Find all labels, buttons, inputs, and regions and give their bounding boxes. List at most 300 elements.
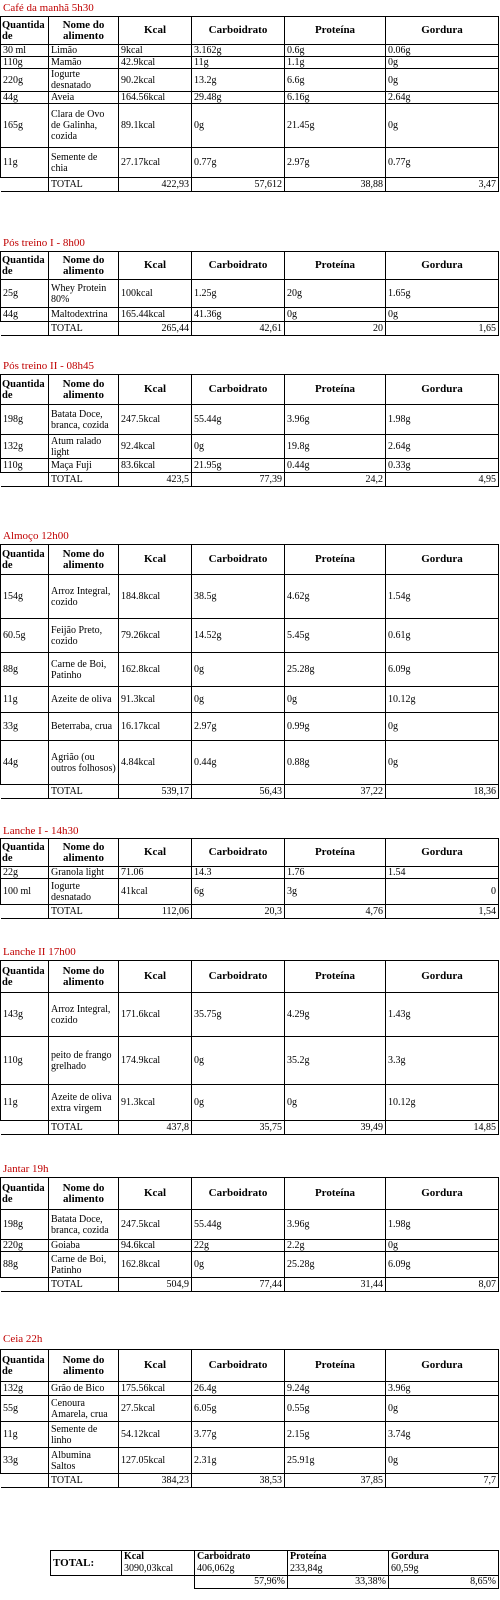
table-row: [1, 435, 499, 459]
total-carb: 42,61: [192, 322, 285, 336]
total-fat: 8,07: [386, 1278, 499, 1292]
table-row: [1, 148, 499, 178]
total-fat: 7,7: [386, 1474, 499, 1488]
food-qty: 60.5g: [1, 619, 49, 653]
food-name: Carne de Boi, Patinho: [49, 1252, 119, 1278]
food-prot: 9.24g: [285, 1382, 386, 1396]
food-qty: 220g: [1, 1240, 49, 1252]
header-row: [1, 252, 499, 280]
food-fat: 3.3g: [386, 1037, 499, 1085]
food-fat: 0g: [386, 1240, 499, 1252]
food-kcal: 164.56kcal: [119, 92, 192, 104]
food-qty: 110g: [1, 57, 49, 69]
food-prot: 20g: [285, 280, 386, 308]
food-fat: 0g: [386, 69, 499, 92]
table-row: [1, 1382, 499, 1396]
table-row: [1, 879, 499, 905]
daily-total-summary: [50, 1550, 499, 1589]
table-row: [1, 459, 499, 473]
meal-table: [0, 1349, 499, 1488]
food-carb: 0.44g: [192, 741, 285, 785]
total-prot: 24,2: [285, 473, 386, 487]
food-carb: 14.52g: [192, 619, 285, 653]
meal-title: Lanche II 17h00: [3, 946, 76, 958]
total-spacer: [1, 1278, 49, 1292]
name-header: Nome do alimento: [49, 839, 119, 867]
prot-header: Proteína: [285, 961, 386, 993]
food-name: Cenoura Amarela, crua: [49, 1396, 119, 1422]
food-qty: 11g: [1, 1085, 49, 1121]
food-prot: 2.97g: [285, 148, 386, 178]
food-prot: 19.8g: [285, 435, 386, 459]
meal-title: Café da manhã 5h30: [3, 2, 94, 14]
food-kcal: 4.84kcal: [119, 741, 192, 785]
total-spacer: [1, 178, 49, 192]
total-row: [1, 473, 499, 487]
food-fat: 10.12g: [386, 1085, 499, 1121]
total-spacer: [1, 905, 49, 919]
carb-header: Carboidrato: [192, 1350, 285, 1382]
total-row: [1, 905, 499, 919]
total-fat: 18,36: [386, 785, 499, 799]
total-row: [1, 785, 499, 799]
food-name: Agrião (ou outros folhosos): [49, 741, 119, 785]
summary-prot-value: 233,84g: [288, 1563, 389, 1576]
food-fat: 0g: [386, 1396, 499, 1422]
food-name: Semente de chia: [49, 148, 119, 178]
food-prot: 4.29g: [285, 993, 386, 1037]
food-kcal: 79.26kcal: [119, 619, 192, 653]
food-name: Maça Fuji: [49, 459, 119, 473]
food-fat: 1.65g: [386, 280, 499, 308]
fat-header: Gordura: [386, 961, 499, 993]
total-kcal: 384,23: [119, 1474, 192, 1488]
food-kcal: 175.56kcal: [119, 1382, 192, 1396]
food-prot: 0g: [285, 687, 386, 713]
name-header: Nome do alimento: [49, 1178, 119, 1210]
carb-header: Carboidrato: [192, 839, 285, 867]
total-kcal: 437,8: [119, 1121, 192, 1135]
food-qty: 100 ml: [1, 879, 49, 905]
total-spacer: [1, 322, 49, 336]
total-label: TOTAL: [49, 473, 119, 487]
food-fat: 0g: [386, 1448, 499, 1474]
summary-kcal-value: 3090,03kcal: [122, 1563, 195, 1576]
total-spacer: [1, 1474, 49, 1488]
table-row: [1, 69, 499, 92]
food-fat: 2.64g: [386, 92, 499, 104]
food-prot: 3.96g: [285, 405, 386, 435]
food-qty: 110g: [1, 1037, 49, 1085]
food-qty: 11g: [1, 148, 49, 178]
summary-prot-header: Proteína: [288, 1551, 389, 1564]
meal-title: Ceia 22h: [3, 1333, 43, 1345]
food-kcal: 91.3kcal: [119, 1085, 192, 1121]
summary-fat-value: 60,59g: [389, 1563, 499, 1576]
food-carb: 0.77g: [192, 148, 285, 178]
carb-header: Carboidrato: [192, 252, 285, 280]
food-name: Limão: [49, 45, 119, 57]
table-row: [1, 1396, 499, 1422]
meal-table: [0, 1177, 499, 1292]
food-carb: 29.48g: [192, 92, 285, 104]
food-carb: 0g: [192, 435, 285, 459]
food-name: Arroz Integral, cozido: [49, 575, 119, 619]
qty-header: Quantida de: [1, 545, 49, 575]
food-name: Clara de Ovo de Galinha, cozida: [49, 104, 119, 148]
food-kcal: 90.2kcal: [119, 69, 192, 92]
total-carb: 35,75: [192, 1121, 285, 1135]
food-prot: 1.76: [285, 867, 386, 879]
food-carb: 0g: [192, 687, 285, 713]
food-carb: 0g: [192, 104, 285, 148]
carb-header: Carboidrato: [192, 1178, 285, 1210]
qty-header: Quantida de: [1, 1350, 49, 1382]
food-fat: 0.61g: [386, 619, 499, 653]
table-row: [1, 653, 499, 687]
food-name: Beterraba, crua: [49, 713, 119, 741]
total-prot: 39,49: [285, 1121, 386, 1135]
food-qty: 198g: [1, 1210, 49, 1240]
food-qty: 25g: [1, 280, 49, 308]
meal-table: [0, 544, 499, 799]
total-row: [1, 322, 499, 336]
food-qty: 30 ml: [1, 45, 49, 57]
carb-header: Carboidrato: [192, 961, 285, 993]
food-fat: 3.96g: [386, 1382, 499, 1396]
food-name: Arroz Integral, cozido: [49, 993, 119, 1037]
total-row: [1, 1278, 499, 1292]
food-prot: 6.6g: [285, 69, 386, 92]
food-name: Granola light: [49, 867, 119, 879]
food-qty: 44g: [1, 308, 49, 322]
food-kcal: 171.6kcal: [119, 993, 192, 1037]
table-row: [1, 993, 499, 1037]
total-prot: 4,76: [285, 905, 386, 919]
food-kcal: 127.05kcal: [119, 1448, 192, 1474]
table-row: [1, 92, 499, 104]
food-fat: 1.54g: [386, 575, 499, 619]
table-row: [1, 1085, 499, 1121]
food-name: peito de frango grelhado: [49, 1037, 119, 1085]
total-fat: 4,95: [386, 473, 499, 487]
food-prot: 0.55g: [285, 1396, 386, 1422]
food-prot: 35.2g: [285, 1037, 386, 1085]
food-carb: 26.4g: [192, 1382, 285, 1396]
total-label: TOTAL: [49, 178, 119, 192]
food-qty: 33g: [1, 1448, 49, 1474]
food-name: Grão de Bico: [49, 1382, 119, 1396]
food-prot: 0g: [285, 308, 386, 322]
food-carb: 3.162g: [192, 45, 285, 57]
food-kcal: 92.4kcal: [119, 435, 192, 459]
summary-carb-value: 406,062g: [195, 1563, 288, 1576]
food-prot: 25.91g: [285, 1448, 386, 1474]
fat-header: Gordura: [386, 252, 499, 280]
total-kcal: 422,93: [119, 178, 192, 192]
summary-total-label: TOTAL:: [51, 1551, 122, 1576]
food-fat: 1.54: [386, 867, 499, 879]
table-row: [1, 104, 499, 148]
food-carb: 6g: [192, 879, 285, 905]
food-kcal: 41kcal: [119, 879, 192, 905]
total-prot: 38,88: [285, 178, 386, 192]
food-prot: 0.99g: [285, 713, 386, 741]
total-carb: 77,39: [192, 473, 285, 487]
food-carb: 21.95g: [192, 459, 285, 473]
total-carb: 20,3: [192, 905, 285, 919]
food-carb: 6.05g: [192, 1396, 285, 1422]
food-qty: 44g: [1, 741, 49, 785]
header-row: [1, 1178, 499, 1210]
header-row: [1, 1350, 499, 1382]
food-prot: 21.45g: [285, 104, 386, 148]
total-kcal: 504,9: [119, 1278, 192, 1292]
fat-header: Gordura: [386, 839, 499, 867]
food-fat: 0.77g: [386, 148, 499, 178]
food-qty: 88g: [1, 1252, 49, 1278]
food-name: Maltodextrina: [49, 308, 119, 322]
food-qty: 154g: [1, 575, 49, 619]
prot-header: Proteína: [285, 252, 386, 280]
prot-header: Proteína: [285, 839, 386, 867]
table-row: [1, 741, 499, 785]
food-fat: 0: [386, 879, 499, 905]
food-qty: 143g: [1, 993, 49, 1037]
food-qty: 55g: [1, 1396, 49, 1422]
name-header: Nome do alimento: [49, 17, 119, 45]
food-prot: 6.16g: [285, 92, 386, 104]
food-fat: 1.98g: [386, 1210, 499, 1240]
food-qty: 132g: [1, 1382, 49, 1396]
food-qty: 220g: [1, 69, 49, 92]
food-kcal: 9kcal: [119, 45, 192, 57]
summary-carb-percent: 57,96%: [195, 1576, 288, 1589]
name-header: Nome do alimento: [49, 375, 119, 405]
food-carb: 3.77g: [192, 1422, 285, 1448]
table-row: [1, 1448, 499, 1474]
total-prot: 20: [285, 322, 386, 336]
food-kcal: 247.5kcal: [119, 405, 192, 435]
food-name: Feijão Preto, cozido: [49, 619, 119, 653]
name-header: Nome do alimento: [49, 252, 119, 280]
food-name: Atum ralado light: [49, 435, 119, 459]
food-prot: 0.6g: [285, 45, 386, 57]
food-carb: 0g: [192, 1037, 285, 1085]
food-prot: 0.44g: [285, 459, 386, 473]
total-carb: 56,43: [192, 785, 285, 799]
total-kcal: 265,44: [119, 322, 192, 336]
total-row: [1, 1121, 499, 1135]
table-row: [1, 575, 499, 619]
kcal-header: Kcal: [119, 252, 192, 280]
prot-header: Proteína: [285, 375, 386, 405]
food-fat: 2.64g: [386, 435, 499, 459]
qty-header: Quantida de: [1, 961, 49, 993]
food-kcal: 42.9kcal: [119, 57, 192, 69]
total-fat: 1,65: [386, 322, 499, 336]
qty-header: Quantida de: [1, 252, 49, 280]
total-carb: 77,44: [192, 1278, 285, 1292]
total-fat: 3,47: [386, 178, 499, 192]
food-kcal: 184.8kcal: [119, 575, 192, 619]
total-spacer: [1, 785, 49, 799]
food-name: Azeite de oliva: [49, 687, 119, 713]
food-qty: 33g: [1, 713, 49, 741]
food-kcal: 27.17kcal: [119, 148, 192, 178]
food-fat: 0.33g: [386, 459, 499, 473]
name-header: Nome do alimento: [49, 545, 119, 575]
food-carb: 0g: [192, 1252, 285, 1278]
prot-header: Proteína: [285, 1350, 386, 1382]
food-prot: 4.62g: [285, 575, 386, 619]
meal-title: Pós treino I - 8h00: [3, 237, 85, 249]
fat-header: Gordura: [386, 17, 499, 45]
table-row: [1, 1210, 499, 1240]
food-qty: 88g: [1, 653, 49, 687]
total-kcal: 112,06: [119, 905, 192, 919]
food-prot: 5.45g: [285, 619, 386, 653]
food-qty: 11g: [1, 1422, 49, 1448]
food-carb: 1.25g: [192, 280, 285, 308]
carb-header: Carboidrato: [192, 17, 285, 45]
food-carb: 55.44g: [192, 1210, 285, 1240]
qty-header: Quantida de: [1, 839, 49, 867]
carb-header: Carboidrato: [192, 545, 285, 575]
total-fat: 1,54: [386, 905, 499, 919]
food-fat: 1.98g: [386, 405, 499, 435]
meal-table: [0, 251, 499, 336]
total-fat: 14,85: [386, 1121, 499, 1135]
food-prot: 0g: [285, 1085, 386, 1121]
summary-prot-percent: 33,38%: [288, 1576, 389, 1589]
food-fat: 0g: [386, 741, 499, 785]
table-row: [1, 45, 499, 57]
food-qty: 198g: [1, 405, 49, 435]
header-row: [1, 375, 499, 405]
food-qty: 132g: [1, 435, 49, 459]
table-row: [1, 687, 499, 713]
table-row: [1, 867, 499, 879]
kcal-header: Kcal: [119, 961, 192, 993]
total-label: TOTAL: [49, 905, 119, 919]
table-row: [1, 280, 499, 308]
total-prot: 37,85: [285, 1474, 386, 1488]
meal-title: Pós treino II - 08h45: [3, 360, 95, 372]
name-header: Nome do alimento: [49, 961, 119, 993]
food-kcal: 174.9kcal: [119, 1037, 192, 1085]
kcal-header: Kcal: [119, 1178, 192, 1210]
meal-table: [0, 960, 499, 1135]
kcal-header: Kcal: [119, 1350, 192, 1382]
summary-kcal-header: Kcal: [122, 1551, 195, 1564]
food-prot: 3g: [285, 879, 386, 905]
total-label: TOTAL: [49, 1121, 119, 1135]
total-spacer: [1, 473, 49, 487]
carb-header: Carboidrato: [192, 375, 285, 405]
food-fat: 0.06g: [386, 45, 499, 57]
food-carb: 55.44g: [192, 405, 285, 435]
summary-fat-percent: 8,65%: [389, 1576, 499, 1589]
table-row: [1, 1240, 499, 1252]
kcal-header: Kcal: [119, 839, 192, 867]
total-row: [1, 178, 499, 192]
food-prot: 0.88g: [285, 741, 386, 785]
food-prot: 2.15g: [285, 1422, 386, 1448]
total-label: TOTAL: [49, 1278, 119, 1292]
total-row: [1, 1474, 499, 1488]
table-row: [1, 405, 499, 435]
food-kcal: 100kcal: [119, 280, 192, 308]
total-carb: 38,53: [192, 1474, 285, 1488]
food-name: Goiaba: [49, 1240, 119, 1252]
food-qty: 165g: [1, 104, 49, 148]
food-name: Mamão: [49, 57, 119, 69]
total-kcal: 423,5: [119, 473, 192, 487]
food-fat: 6.09g: [386, 1252, 499, 1278]
meal-title: Almoço 12h00: [3, 530, 69, 542]
table-row: [1, 619, 499, 653]
total-prot: 37,22: [285, 785, 386, 799]
food-carb: 0g: [192, 653, 285, 687]
meal-title: Lanche I - 14h30: [3, 825, 79, 837]
food-fat: 0g: [386, 104, 499, 148]
food-kcal: 94.6kcal: [119, 1240, 192, 1252]
food-kcal: 162.8kcal: [119, 1252, 192, 1278]
food-carb: 2.97g: [192, 713, 285, 741]
fat-header: Gordura: [386, 545, 499, 575]
food-kcal: 83.6kcal: [119, 459, 192, 473]
food-carb: 0g: [192, 1085, 285, 1121]
kcal-header: Kcal: [119, 375, 192, 405]
food-qty: 44g: [1, 92, 49, 104]
fat-header: Gordura: [386, 1178, 499, 1210]
summary-fat-header: Gordura: [389, 1551, 499, 1564]
meal-title: Jantar 19h: [3, 1163, 49, 1175]
food-carb: 41.36g: [192, 308, 285, 322]
food-kcal: 16.17kcal: [119, 713, 192, 741]
food-name: Albumina Saltos: [49, 1448, 119, 1474]
food-carb: 35.75g: [192, 993, 285, 1037]
food-name: Batata Doce, branca, cozida: [49, 1210, 119, 1240]
total-spacer: [1, 1121, 49, 1135]
food-fat: 10.12g: [386, 687, 499, 713]
food-kcal: 247.5kcal: [119, 1210, 192, 1240]
food-fat: 1.43g: [386, 993, 499, 1037]
total-prot: 31,44: [285, 1278, 386, 1292]
summary-carb-header: Carboidrato: [195, 1551, 288, 1564]
food-kcal: 54.12kcal: [119, 1422, 192, 1448]
prot-header: Proteína: [285, 545, 386, 575]
total-kcal: 539,17: [119, 785, 192, 799]
table-row: [1, 1252, 499, 1278]
food-qty: 22g: [1, 867, 49, 879]
table-row: [1, 57, 499, 69]
food-carb: 13.2g: [192, 69, 285, 92]
table-row: [1, 1422, 499, 1448]
kcal-header: Kcal: [119, 17, 192, 45]
food-prot: 3.96g: [285, 1210, 386, 1240]
prot-header: Proteína: [285, 17, 386, 45]
food-name: Batata Doce, branca, cozida: [49, 405, 119, 435]
fat-header: Gordura: [386, 1350, 499, 1382]
food-kcal: 162.8kcal: [119, 653, 192, 687]
food-prot: 2.2g: [285, 1240, 386, 1252]
qty-header: Quantida de: [1, 375, 49, 405]
prot-header: Proteína: [285, 1178, 386, 1210]
food-name: Iogurte desnatado: [49, 69, 119, 92]
header-row: [1, 839, 499, 867]
